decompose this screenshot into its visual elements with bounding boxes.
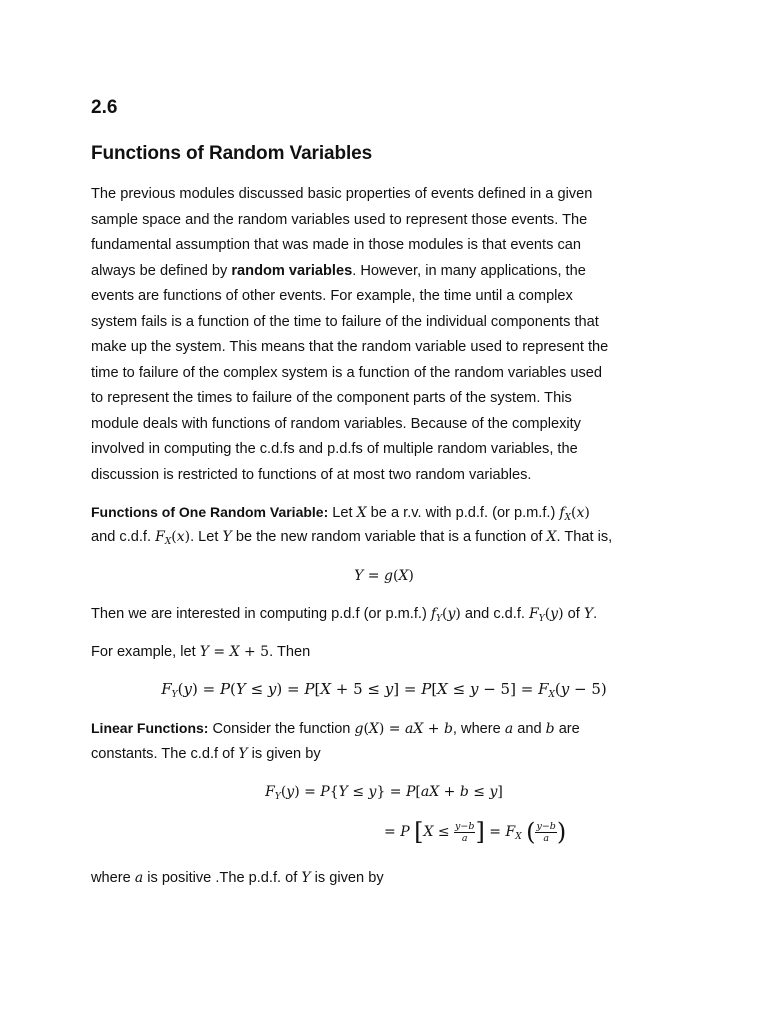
intro-line: sample space and the random variables used to represent those events. The (91, 211, 588, 228)
intro-paragraph (91, 182, 691, 488)
text: is given by (247, 746, 321, 762)
example-line: For example, let Y = X + 5. Then (91, 644, 311, 660)
intro-line: discussion is restricted to functions of at most two random variables. (91, 466, 532, 483)
intro-line: The previous modules discussed basic properties of events defined in a given (91, 186, 593, 202)
intro-bold-term: random variables (231, 262, 353, 279)
fraction-denominator: a (543, 832, 549, 844)
text: , where (452, 721, 505, 737)
text: and (513, 721, 546, 737)
equation-linear-1: $F_Y(y) = P\{Y \le y\} = P[aX + b \le y]$ (265, 784, 503, 802)
then-line: Then we are interested in computing p.d.f (or p.m.f.) $f_Y(y)$ and c.d.f. $F_Y(y)$ of Y. (91, 606, 598, 624)
text: . Let (190, 529, 223, 545)
text: . Then (269, 644, 311, 660)
text: be the new random variable that is a function of (231, 529, 547, 545)
intro-line: system fails is a function of the time to failure of the individual components that (91, 313, 599, 330)
intro-text: always be defined by (91, 262, 232, 279)
intro-line: events are functions of other events. For example, the time until a complex (91, 288, 573, 304)
intro-line: make up the system. This means that the random variable used to represent the (91, 339, 609, 355)
text: . That is, (556, 529, 613, 545)
intro-line (91, 259, 691, 285)
text: constants. The c.d.f of (91, 746, 239, 762)
section-number: 2.6 (91, 97, 118, 118)
where-line: where a is positive .The p.d.f. of Y is given by (91, 870, 384, 886)
fraction-denominator: a (461, 832, 468, 844)
equation-linear-2: = P [X ≤ $\frac{y-b}{a}$ ] = $F_X$ ( $\frac{y-b}{a}$ ) (384, 818, 567, 846)
text: be a r.v. with p.d.f. (or p.m.f.) (366, 505, 560, 521)
text: and c.d.f. (460, 606, 530, 622)
text: . (593, 606, 598, 622)
text: For example, let (91, 644, 200, 660)
text: are (554, 721, 580, 737)
one-rv-line-1: Functions of One Random Variable: Let X be a r.v. with p.d.f. (or p.m.f.) $f_X(x)$ (91, 504, 590, 523)
intro-text: . However, in many applications, the (352, 262, 586, 279)
linear-line-2: constants. The c.d.f of Y is given by (91, 746, 321, 762)
section-title: Functions of Random Variables (91, 143, 373, 164)
equation-y-equals-g-x: Y = g(X) (354, 568, 414, 584)
intro-line: time to failure of the complex system is a function of the random variables used (91, 364, 603, 381)
intro-line: involved in computing the c.d.fs and p.d.fs of multiple random variables, the (91, 441, 578, 457)
text: of (563, 606, 584, 622)
fraction (535, 821, 556, 844)
text: is positive .The p.d.f. of (143, 870, 302, 886)
intro-line: module deals with functions of random variables. Because of the complexity (91, 415, 581, 432)
text: where (91, 870, 135, 886)
fraction-numerator: y−b (455, 820, 475, 832)
one-rv-heading: Functions of One Random Variable: (91, 504, 329, 520)
text: Then we are interested in computing p.d.f (or p.m.f.) (91, 606, 431, 622)
fraction-numerator: y−b (536, 820, 556, 832)
text: Consider the function (208, 721, 355, 737)
intro-line: fundamental assumption that was made in those modules is that events can (91, 237, 581, 253)
linear-heading: Linear Functions: (91, 720, 209, 736)
equation-example: $F_Y(y) = P(Y \le y) = P[X + 5 \le y] = P[X \le y - 5] = F_X(y - 5)$ (161, 680, 607, 700)
fraction (454, 821, 475, 844)
linear-line-1: Linear Functions: Consider the function g(X) = aX + b, where a and b are (91, 720, 580, 737)
one-rv-line-2: and c.d.f. $F_X(x)$. Let Y be the new random variable that is a function of X. That is, (91, 529, 613, 547)
text: is given by (310, 870, 384, 886)
text: and c.d.f. (91, 529, 156, 545)
text: Let (328, 505, 357, 521)
intro-line: to represent the times to failure of the component parts of the system. This (91, 390, 572, 406)
